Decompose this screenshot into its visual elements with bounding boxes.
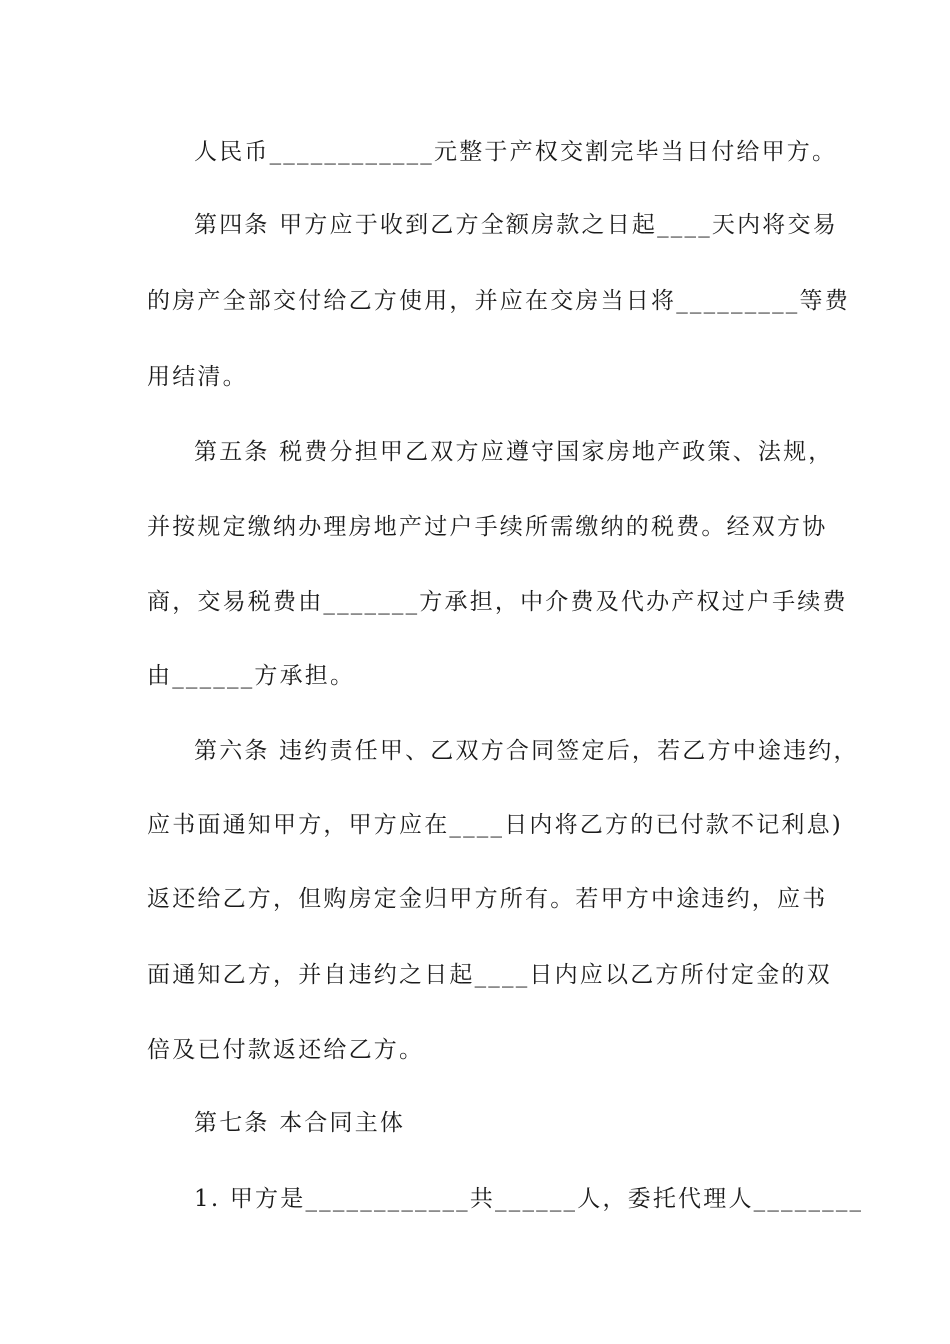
text-line-article-4-end: 用结清。 <box>147 364 248 390</box>
text-line-article-5-start: 第五条 税费分担甲乙双方应遵守国家房地产政策、法规， <box>194 439 834 465</box>
text-line-article-6-cont-2: 返还给乙方，但购房定金归甲方所有。若甲方中途违约，应书 <box>147 886 828 912</box>
text-line-renminbi: 人民币____________元整于产权交割完毕当日付给甲方。 <box>194 139 838 165</box>
text-line-article-6-cont-3: 面通知乙方，并自违约之日起____日内应以乙方所付定金的双 <box>147 962 832 988</box>
text-line-article-6-cont-1: 应书面通知甲方，甲方应在____日内将乙方的已付款不记利息) <box>147 812 843 838</box>
text-line-article-7-item-1: 1. 甲方是____________共______人，委托代理人________ <box>194 1186 864 1212</box>
text-line-article-4-cont: 的房产全部交付给乙方使用，并应在交房当日将_________等费 <box>147 288 850 314</box>
text-line-article-7-heading: 第七条 本合同主体 <box>194 1110 406 1136</box>
text-line-article-6-end: 倍及已付款返还给乙方。 <box>147 1037 425 1063</box>
text-line-article-5-end: 由______方承担。 <box>147 663 356 689</box>
text-line-article-4-start: 第四条 甲方应于收到乙方全额房款之日起____天内将交易 <box>194 212 838 238</box>
text-line-article-5-cont-2: 商，交易税费由_______方承担，中介费及代办产权过户手续费 <box>147 589 848 615</box>
text-line-article-6-start: 第六条 违约责任甲、乙双方合同签定后，若乙方中途违约， <box>194 738 859 764</box>
text-line-article-5-cont-1: 并按规定缴纳办理房地产过户手续所需缴纳的税费。经双方协 <box>147 514 828 540</box>
